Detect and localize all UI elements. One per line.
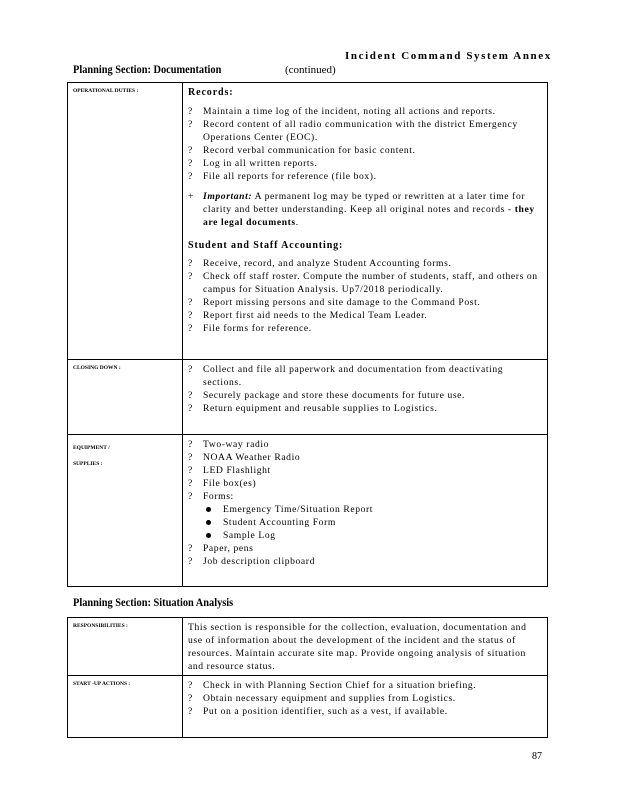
closing-down-row <box>68 360 548 435</box>
list-item <box>188 477 543 490</box>
list-item <box>188 542 543 555</box>
list-item <box>188 516 543 529</box>
bullet-mark: ? <box>188 106 193 117</box>
responsibilities-content <box>183 618 548 676</box>
list-item-text: Emergency Time/Situation Report <box>223 504 374 515</box>
equipment-label-line1: EQUIPMENT / <box>73 445 110 451</box>
list-item <box>188 257 543 270</box>
list-item-text: Report first aid needs to the Medical Team Leader. <box>203 310 428 321</box>
section-title-documentation: Planning Section: Documentation <box>73 64 222 76</box>
bullet-mark: ? <box>188 145 193 156</box>
bullet-mark: ? <box>188 390 193 401</box>
list-item <box>188 118 543 144</box>
bullet-mark: ? <box>188 706 193 717</box>
records-list <box>188 105 543 183</box>
list-item-text: Obtain necessary equipment and supplies from Logistics. <box>203 693 456 704</box>
student-heading: Student and Staff Accounting: <box>188 240 344 251</box>
list-item-text: LED Flashlight <box>203 465 271 476</box>
bullet-dot-icon <box>206 507 211 512</box>
bullet-mark: ? <box>188 171 193 182</box>
list-item <box>188 105 543 118</box>
bullet-mark: ? <box>188 478 193 489</box>
list-item-text: Report missing persons and site damage to the Command Post. <box>203 297 481 308</box>
list-item-text: File box(es) <box>203 478 257 489</box>
list-item <box>188 529 543 542</box>
list-item-text: Job description clipboard <box>203 556 315 567</box>
list-item <box>188 438 543 451</box>
equipment-row <box>68 435 548 587</box>
list-item-text: Return equipment and reusable supplies to Logistics. <box>203 403 438 414</box>
list-item <box>188 464 543 477</box>
forms-list <box>188 503 543 542</box>
bullet-mark: ? <box>188 491 193 502</box>
equipment-label <box>68 435 183 587</box>
responsibilities-label: RESPONSIBILITIES : <box>68 618 183 676</box>
operational-duties-row <box>68 83 548 360</box>
list-item <box>188 451 543 464</box>
important-bold: they are legal documents <box>203 204 535 228</box>
list-item <box>188 322 543 335</box>
bullet-mark: ? <box>188 439 193 450</box>
list-item-text: Put on a position identifier, such as a vest, if available. <box>203 706 448 717</box>
operational-duties-content <box>183 83 548 360</box>
list-item-text: Receive, record, and analyze Student Accounting forms. <box>203 258 452 269</box>
responsibilities-text: This section is responsible for the collection, evaluation, documentation and use of information about the development of the incident and the status of resources. Maintain accurate site map. Provide ongoing analysis of situation and resource status. <box>188 622 527 672</box>
list-item <box>188 679 543 692</box>
list-item-text: Maintain a time log of the incident, noting all actions and reports. <box>203 106 496 117</box>
operational-duties-label: OPERATIONAL DUTIES : <box>68 83 183 360</box>
list-item-text: File all reports for reference (file box). <box>203 171 377 182</box>
documentation-table <box>67 82 548 587</box>
situation-analysis-table <box>67 617 548 738</box>
list-item <box>188 144 543 157</box>
important-note <box>188 190 543 229</box>
startup-row <box>68 676 548 738</box>
equipment-label-line2: SUPPLIES : <box>73 461 103 467</box>
list-item-text: Check in with Planning Section Chief for a situation briefing. <box>203 680 477 691</box>
list-item-text: Paper, pens <box>203 543 254 554</box>
list-item <box>188 490 543 503</box>
list-item <box>188 157 543 170</box>
list-item <box>188 296 543 309</box>
bullet-mark: ? <box>188 310 193 321</box>
bullet-mark: ? <box>188 543 193 554</box>
startup-list <box>188 679 543 718</box>
bullet-mark: ? <box>188 364 193 375</box>
startup-label: START -UP ACTIONS : <box>68 676 183 738</box>
closing-list <box>188 363 543 415</box>
list-item-text: Securely package and store these documents for future use. <box>203 390 466 401</box>
annex-title: Incident Command System Annex <box>345 50 552 62</box>
list-item <box>188 389 543 402</box>
list-item-text: Record content of all radio communication with the district Emergency Operations Center (EOC). <box>203 119 518 143</box>
list-item-text: Log in all written reports. <box>203 158 318 169</box>
list-item <box>188 692 543 705</box>
page-number: 87 <box>532 751 542 762</box>
list-item <box>188 705 543 718</box>
responsibilities-row <box>68 618 548 676</box>
records-heading: Records: <box>188 87 234 98</box>
closing-down-content <box>183 360 548 435</box>
bullet-mark: ? <box>188 465 193 476</box>
list-item-text: Two-way radio <box>203 439 270 450</box>
bullet-mark: ? <box>188 323 193 334</box>
list-item <box>188 555 543 568</box>
bullet-mark: ? <box>188 119 193 130</box>
list-item <box>188 503 543 516</box>
section-title-situation-analysis: Planning Section: Situation Analysis <box>73 597 234 609</box>
list-item <box>188 270 543 296</box>
list-item-text: Collect and file all paperwork and documentation from deactivating sections. <box>203 364 504 388</box>
bullet-dot-icon <box>206 520 211 525</box>
list-item <box>188 309 543 322</box>
bullet-mark: ? <box>188 680 193 691</box>
list-item <box>188 363 543 389</box>
bullet-mark: ? <box>188 297 193 308</box>
equipment-content <box>183 435 548 587</box>
bullet-mark: ? <box>188 158 193 169</box>
list-item-text: Forms: <box>203 491 234 502</box>
list-item-text: File forms for reference. <box>203 323 312 334</box>
list-item-text: Check off staff roster. Compute the number of students, staff, and others on campus for Situation Analysis. Up7/2018 periodically. <box>203 271 538 295</box>
bullet-mark: ? <box>188 693 193 704</box>
bullet-mark: ? <box>188 258 193 269</box>
important-text: A permanent log may be typed or rewritten at a later time for clarity and better understanding. Keep all original notes and records - <box>203 191 526 215</box>
student-list <box>188 257 543 335</box>
bullet-dot-icon <box>206 533 211 538</box>
list-item <box>188 402 543 415</box>
closing-down-label: CLOSING DOWN : <box>68 360 183 435</box>
startup-content <box>183 676 548 738</box>
list-item-text: Sample Log <box>223 530 276 541</box>
equipment-list-cont <box>188 542 543 568</box>
bullet-mark: ? <box>188 403 193 414</box>
continued-label: (continued) <box>285 64 336 76</box>
important-end: . <box>295 217 299 228</box>
list-item-text: NOAA Weather Radio <box>203 452 301 463</box>
bullet-mark: ? <box>188 452 193 463</box>
bullet-mark: ? <box>188 556 193 567</box>
important-label: Important: <box>203 191 253 202</box>
list-item <box>188 170 543 183</box>
list-item-text: Record verbal communication for basic content. <box>203 145 416 156</box>
plus-mark: + <box>188 191 195 202</box>
list-item-text: Student Accounting Form <box>223 517 336 528</box>
equipment-list <box>188 438 543 503</box>
bullet-mark: ? <box>188 271 193 282</box>
